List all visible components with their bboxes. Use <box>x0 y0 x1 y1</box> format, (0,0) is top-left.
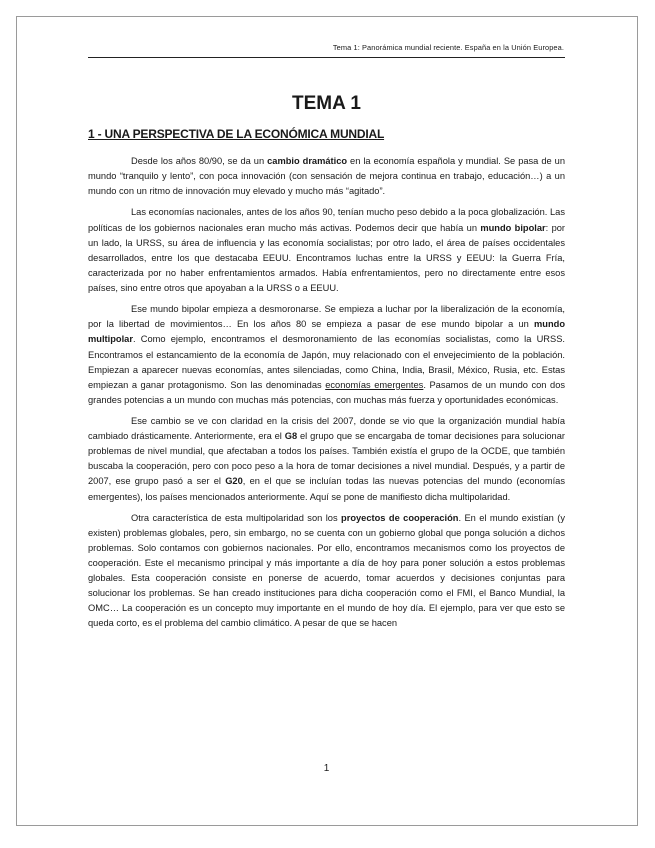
paragraph-text: Ese mundo bipolar empieza a desmoronarse. Se empieza a luchar por la liberalización de la economía, por la libertad de movimientos… En los años 80 se empieza a pasar de ese mundo bipolar a un <box>88 304 565 330</box>
paragraph-text: Ese cambio se ve con claridad en la crisis del 2007, donde se vio que la organización mundial había cambiado drásticamente. Anteriormente, era el <box>88 416 565 442</box>
paragraph-text: . En el mundo existían (y existen) problemas globales, pero, sin embargo, no se cuenta con un gobierno global que ponga solución a dichos problemas. Solo contamos con gobiernos nacionales. Por ello, encontramos mecanismos como los proyectos de cooperación. Este el mecanismo principal y más importante a día de hoy para poner solución a estos problemas globales. Esta cooperación consiste en ponerse de acuerdo, tomar acuerdos y decisiones conjuntas para solucionar los problemas. Se han creado instituciones para dicha cooperación como el FMI, el Banco Mundial, la OMC… La cooperación es un concepto muy importante en el mundo de hoy día. El ejemplo, para ver que esto se queda corto, es el problema del cambio climático. A pesar de que se hacen <box>88 512 565 629</box>
section-heading: 1 - UNA PERSPECTIVA DE LA ECONÓMICA MUNDIAL <box>88 127 385 141</box>
page-number: 1 <box>323 763 330 774</box>
document-title: TEMA 1 <box>292 93 361 114</box>
running-header: Tema 1: Panorámica mundial reciente. España en la Unión Europea. <box>332 43 564 52</box>
paragraph-2 <box>88 205 565 296</box>
bold-term: mundo multipolar <box>88 319 565 345</box>
paragraph-text: Desde los años 80/90, se da un <box>131 156 268 166</box>
bold-term: proyectos de cooperación <box>341 512 459 523</box>
paragraph-3 <box>88 302 565 408</box>
paragraph-text: . Como ejemplo, encontramos el desmoronamiento de las economías socialistas, como la URSS. Encontramos el estancamiento de la economía de Japón, muy relacionado con el envejecimiento de la población. Empiezan a aparecer nuevas economías, antes silenciadas, como China, India, Brasil, México, Rusia, etc. Estas empiezan a ganar protagonismo. Son las denominadas <box>88 334 565 390</box>
paragraph-1 <box>88 154 565 199</box>
paragraph-text: en la economía española y mundial. Se pasa de un mundo “tranquilo y lento”, con poca innovación (con sensación de mejora continua en trabajo, educación…) a un mundo con un ritmo de innovación muy elevado y mucho más “agitado”. <box>88 156 565 197</box>
paragraph-4 <box>88 414 565 505</box>
bold-term: cambio dramático <box>267 156 348 166</box>
underlined-term: economías emergentes <box>325 379 424 390</box>
bold-term: G8 <box>284 431 298 442</box>
bold-term: mundo bipolar <box>480 222 546 233</box>
paragraph-text: Las economías nacionales, antes de los años 90, tenían mucho peso debido a la poca globalización. Las políticas de los gobiernos nacionales eran mucho más activas. Podemos decir que había un <box>88 207 565 233</box>
paragraph-text: el grupo que se encargaba de tomar decisiones para solucionar problemas de nivel mundial, que afectaban a todos los países. También existía el grupo de la OCDE, que también buscaba la cooperación, pero con poco peso a la hora de tomar decisiones a nivel mundial. Después, y a partir de 2007, ese grupo pasó a ser el <box>88 431 565 487</box>
paragraph-5 <box>88 511 565 632</box>
body-text <box>88 154 565 638</box>
header-rule <box>88 57 565 58</box>
paragraph-text: . Pasamos de un mundo con dos grandes potencias a un mundo con muchas más potencias, con muchas más fuerza y oportunidades económicas. <box>88 379 566 405</box>
paragraph-text: : por un lado, la URSS, su área de influencia y las economía socialistas; por otro lado, el área de países occidentales desarrollados, entre los que destacaba EEUU. Encontramos luchas entre la URSS y EEUU: la Guerra Fría, caracterizada por no haber enfrentamientos armados. Había enfrentamientos, pero no directamente entre esos países, sino entre otros que apoyaban a la URSS o a EEUU. <box>88 222 566 293</box>
bold-term: G20 <box>225 476 243 487</box>
paragraph-text: Otra característica de esta multipolaridad son los <box>131 512 342 523</box>
paragraph-text: , en el que se incluían todas las nuevas potencias del mundo (economías emergentes), los países mencionados anteriormente. Aquí se pone de manifiesto dicha multipolaridad. <box>88 476 565 502</box>
